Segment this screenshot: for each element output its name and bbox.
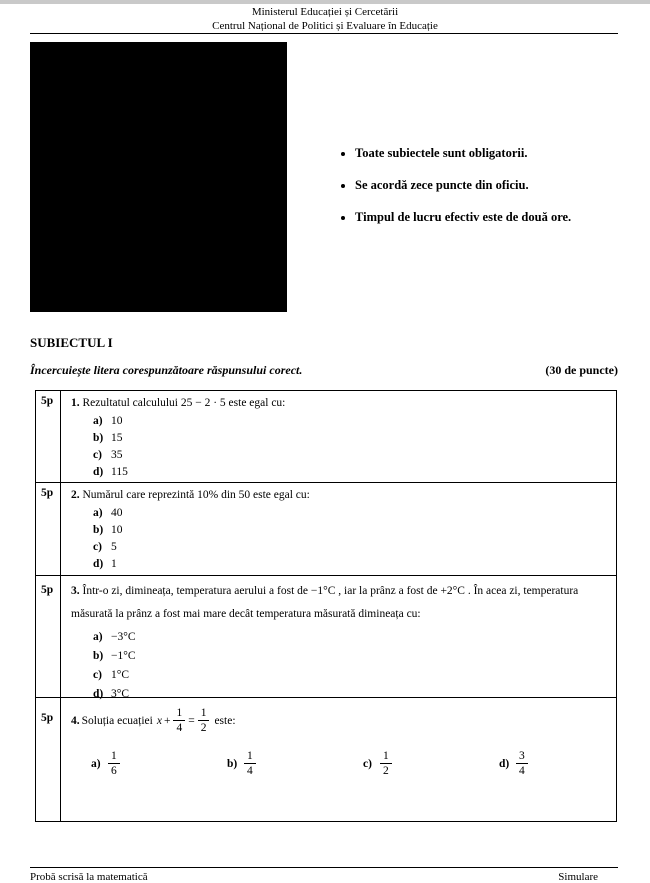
fraction: [380, 750, 392, 777]
question-text: [71, 487, 608, 503]
question-number: 2.: [71, 489, 80, 501]
option-letter: c): [93, 669, 102, 681]
question-row-4: [36, 697, 616, 821]
option-letter: a): [91, 757, 101, 770]
instruction-row: [30, 363, 618, 378]
question-body: [61, 391, 616, 482]
option-letter: b): [227, 757, 238, 770]
notice-list: [340, 146, 640, 224]
header-divider: [30, 33, 618, 34]
option-value: 10: [111, 524, 123, 536]
option: [93, 556, 608, 573]
fraction-numerator: 1: [380, 750, 392, 764]
points-cell: 5p: [36, 483, 61, 575]
option: [93, 447, 608, 464]
option: [93, 647, 608, 666]
points-cell: 5p: [36, 391, 61, 482]
equals-sign: =: [188, 714, 195, 727]
option-letter: c): [93, 541, 102, 553]
question-body: [61, 483, 616, 575]
equation-variable: x: [156, 714, 162, 727]
question-text: [71, 707, 635, 734]
question-number: 3.: [71, 585, 80, 597]
option-value: 35: [111, 449, 123, 461]
ministry-header: [0, 6, 650, 33]
fraction: [173, 707, 185, 734]
option-letter: d): [93, 466, 104, 478]
option-letter: d): [499, 757, 510, 770]
option-letter: d): [93, 558, 104, 570]
fraction-denominator: 4: [176, 722, 183, 734]
option: [227, 750, 363, 777]
question-body: [61, 576, 616, 700]
section-title: SUBIECTUL I: [30, 335, 113, 350]
question-body: [61, 698, 643, 821]
option-value: 1: [111, 558, 117, 570]
question-row-3: [36, 575, 616, 700]
question-text: [71, 395, 608, 411]
redacted-block: [30, 42, 287, 312]
option: [93, 539, 608, 556]
question-statement: Rezultatul calculului 25 − 2 · 5 este egal cu:: [82, 397, 286, 409]
footer-right-text: Simulare: [558, 871, 598, 883]
fraction-denominator: 2: [383, 765, 389, 777]
option-letter: d): [93, 688, 104, 700]
questions-table: [35, 390, 617, 822]
option-value: 5: [111, 541, 117, 553]
fraction-numerator: 1: [244, 750, 256, 764]
instruction-text: Încercuiește litera corespunzătoare răspunsului corect.: [30, 363, 303, 377]
equation-tail: este:: [214, 714, 236, 727]
option-value: 1°C: [111, 669, 130, 681]
question-statement: Într-o zi, dimineața, temperatura aerului a fost de −1°C , iar la prânz a fost de +2°C . În acea zi, temperatura măsurată la prânz a fost mai mare decât temperatura măsurată dimineața cu:: [71, 585, 579, 620]
notice-bullet: • Toate subiectele sunt obligatorii.: [355, 146, 640, 160]
fraction-denominator: 6: [111, 765, 117, 777]
header-line1: Ministerul Educației și Cercetării: [251, 6, 399, 18]
page-footer: [30, 871, 618, 883]
option-letter: a): [93, 631, 103, 643]
notice-bullet: • Timpul de lucru efectiv este de două ore.: [355, 210, 640, 224]
option: [93, 666, 608, 685]
fraction-numerator: 1: [173, 707, 185, 721]
option-value: 115: [111, 466, 128, 478]
options-list: [71, 413, 608, 481]
fraction: [198, 707, 210, 734]
option-letter: a): [93, 415, 103, 427]
page-top-edge: [0, 0, 650, 4]
option-value: 3°C: [111, 688, 130, 700]
options-list: [71, 628, 608, 704]
equation-lead: Soluția ecuației: [81, 714, 153, 727]
fraction-numerator: 3: [516, 750, 528, 764]
question-number: 1.: [71, 397, 80, 409]
option: [93, 464, 608, 481]
option-value: −3°C: [111, 631, 136, 643]
option-value: 15: [111, 432, 123, 444]
fraction-denominator: 2: [200, 722, 207, 734]
option-value: 10: [111, 415, 123, 427]
fraction-denominator: 4: [519, 765, 525, 777]
option: [93, 430, 608, 447]
exam-notice: [340, 146, 640, 242]
fraction: [244, 750, 256, 777]
option: [93, 628, 608, 647]
option-value: 40: [111, 507, 123, 519]
fraction-numerator: 1: [108, 750, 120, 764]
option-letter: b): [93, 432, 104, 444]
option-letter: c): [363, 757, 372, 770]
points-cell: 5p: [36, 698, 61, 821]
option-letter: c): [93, 449, 102, 461]
option: [499, 750, 635, 777]
question-row-2: [36, 482, 616, 575]
option: [93, 505, 608, 522]
points-cell: 5p: [36, 576, 61, 697]
points-note: (30 de puncte): [545, 363, 618, 377]
option: [363, 750, 499, 777]
option: [93, 522, 608, 539]
option: [93, 413, 608, 430]
options-list: [71, 750, 635, 777]
option-letter: b): [93, 650, 104, 662]
plus-sign: +: [163, 714, 171, 727]
fraction-numerator: 1: [198, 707, 210, 721]
question-text: [71, 580, 608, 626]
fraction-denominator: 4: [247, 765, 253, 777]
option-letter: a): [93, 507, 103, 519]
option-value: −1°C: [111, 650, 136, 662]
footer-divider: [30, 867, 618, 868]
question-statement: Numărul care reprezintă 10% din 50 este egal cu:: [82, 489, 310, 501]
question-number: 4.: [71, 714, 80, 727]
fraction: [516, 750, 528, 777]
option: [91, 750, 227, 777]
question-row-1: [36, 391, 616, 482]
option-letter: b): [93, 524, 104, 536]
header-line2: Centrul Național de Politici și Evaluare în Educație: [212, 19, 438, 32]
options-list: [71, 505, 608, 573]
notice-bullet: • Se acordă zece puncte din oficiu.: [355, 178, 640, 192]
footer-left-text: Probă scrisă la matematică: [30, 871, 148, 883]
fraction: [108, 750, 120, 777]
